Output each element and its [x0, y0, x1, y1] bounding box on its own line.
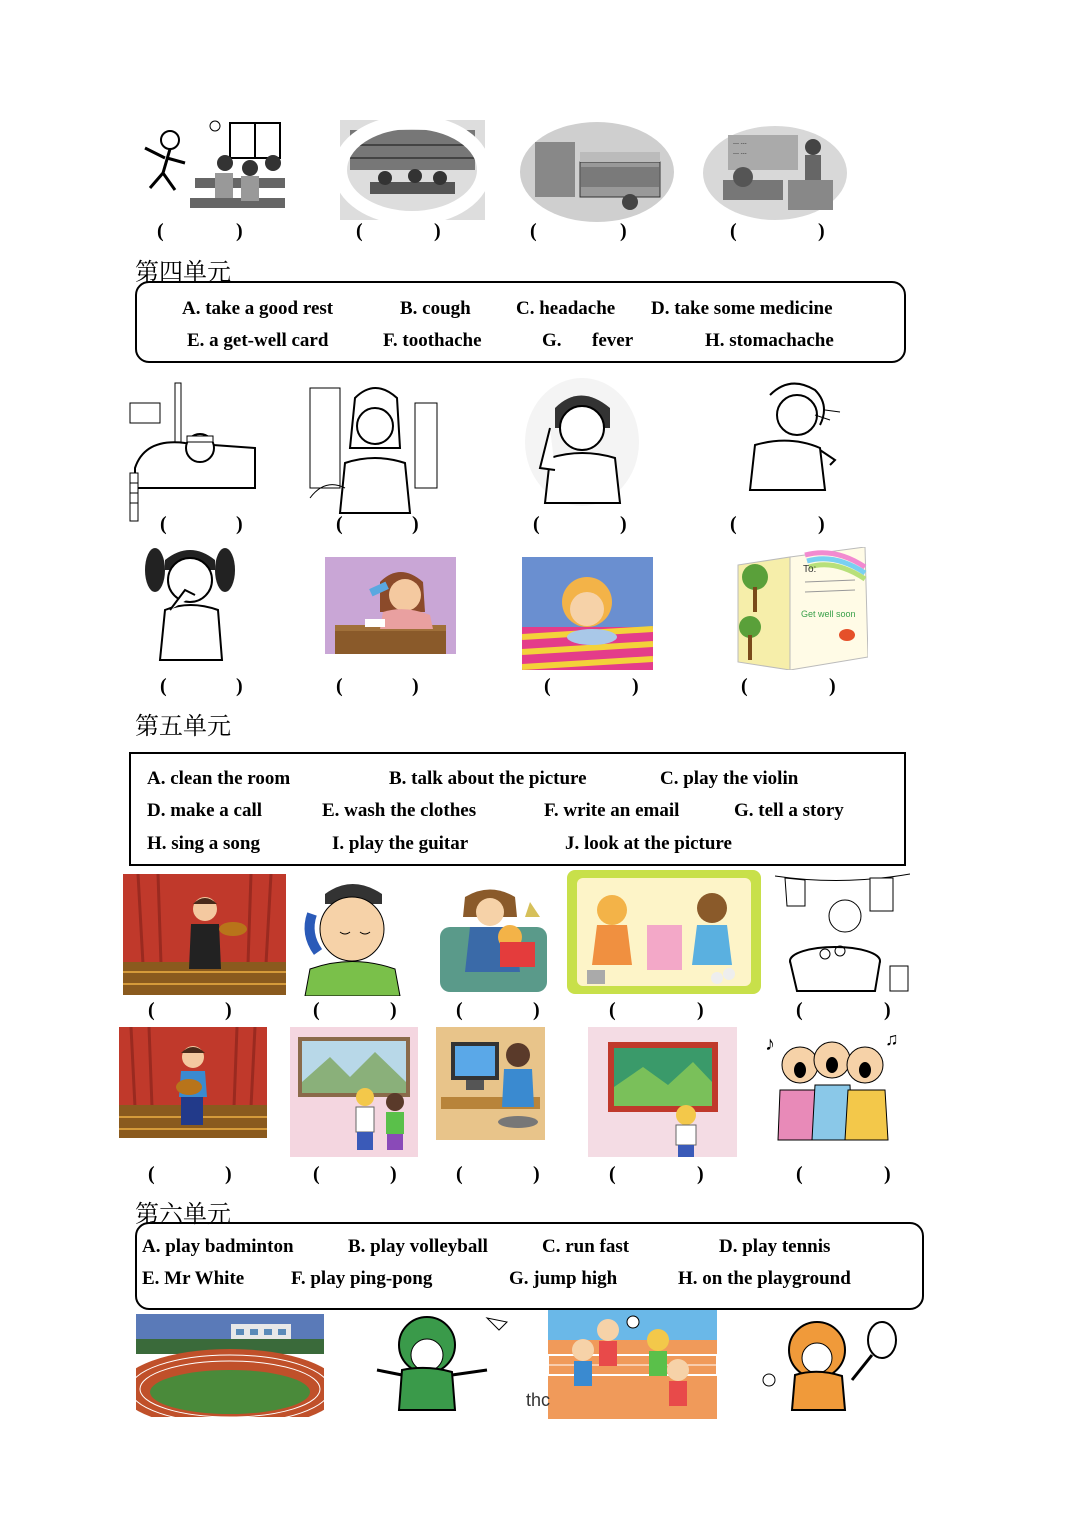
card-to-label: To: [803, 564, 817, 575]
answer-paren-close: ) [620, 513, 627, 535]
option-c: C. headache [516, 298, 616, 319]
picture-toothache-girl-pigtails [140, 540, 240, 665]
option-g: G. tell a story [734, 800, 844, 821]
answer-paren-close: ) [412, 675, 419, 697]
picture-play-guitar [119, 1027, 267, 1138]
picture-toothache-girl [305, 378, 440, 518]
picture-stomachache-child [522, 557, 653, 670]
option-d: D. play tennis [719, 1236, 831, 1257]
answer-paren-open: ( [796, 999, 803, 1021]
picture-headache-boy [525, 378, 640, 506]
stray-text: thc [526, 1390, 551, 1410]
svg-text:♪: ♪ [765, 1033, 775, 1055]
option-i: I. play the guitar [332, 833, 469, 854]
picture-volleyball [548, 1310, 717, 1419]
picture-make-call [290, 874, 414, 996]
answer-paren-close: ) [818, 513, 825, 535]
picture-clean-room [567, 870, 761, 994]
answer-paren-close: ) [236, 220, 243, 242]
picture-wash-clothes [775, 866, 910, 996]
answer-paren-close: ) [697, 1163, 704, 1185]
option-d: D. take some medicine [651, 298, 833, 319]
answer-paren-open: ( [456, 999, 463, 1021]
option-e: E. a get-well card [187, 330, 329, 351]
picture-tell-story [435, 882, 552, 994]
option-f: F. write an email [544, 800, 680, 821]
answer-paren-close: ) [884, 999, 891, 1021]
picture-get-well-card [735, 547, 868, 670]
svg-text:--- ---: --- --- [733, 151, 747, 157]
option-g: G. jump high [509, 1268, 618, 1289]
answer-paren-open: ( [609, 1163, 616, 1185]
answer-paren-close: ) [697, 999, 704, 1021]
answer-paren-close: ) [390, 999, 397, 1021]
answer-paren-close: ) [390, 1163, 397, 1185]
unit6-options-box [135, 1222, 924, 1310]
unit5-heading: 第五单元 [135, 712, 231, 740]
option-e: E. Mr White [142, 1268, 245, 1289]
picture-classroom-sick-student [703, 125, 848, 220]
answer-paren-open: ( [356, 220, 363, 242]
answer-paren-open: ( [313, 999, 320, 1021]
picture-tennis-mascot [757, 1310, 907, 1413]
answer-paren-close: ) [533, 999, 540, 1021]
option-j: J. look at the picture [565, 833, 732, 854]
option-h: H. on the playground [678, 1268, 851, 1289]
option-h: H. sing a song [147, 833, 260, 854]
answer-paren-close: ) [236, 513, 243, 535]
answer-paren-close: ) [225, 999, 232, 1021]
answer-paren-open: ( [456, 1163, 463, 1185]
answer-paren-open: ( [741, 675, 748, 697]
picture-sing-song [760, 1020, 905, 1145]
option-c: C. play the violin [660, 768, 799, 789]
option-h: H. stomachache [705, 330, 834, 351]
answer-paren-open: ( [336, 675, 343, 697]
picture-late-for-class [135, 118, 295, 226]
answer-paren-open: ( [544, 675, 551, 697]
answer-paren-close: ) [632, 675, 639, 697]
answer-paren-open: ( [160, 675, 167, 697]
answer-paren-close: ) [225, 1163, 232, 1185]
svg-text:♫: ♫ [885, 1029, 899, 1049]
card-get-well-text: Get well soon [801, 609, 856, 619]
picture-play-violin [123, 874, 286, 995]
option-b: B. cough [400, 298, 471, 319]
option-g-text: fever [592, 330, 634, 351]
picture-library-reading [340, 120, 485, 220]
option-a: A. play badminton [142, 1236, 294, 1257]
option-b: B. play volleyball [348, 1236, 488, 1257]
answer-paren-open: ( [313, 1163, 320, 1185]
answer-paren-close: ) [884, 1163, 891, 1185]
option-e: E. wash the clothes [322, 800, 477, 821]
answer-paren-open: ( [609, 999, 616, 1021]
picture-look-at-picture [588, 1027, 737, 1157]
unit4-options-box [135, 281, 906, 363]
answer-paren-open: ( [160, 513, 167, 535]
answer-paren-close: ) [412, 513, 419, 535]
answer-paren-close: ) [236, 675, 243, 697]
option-a: A. clean the room [147, 768, 291, 789]
answer-paren-open: ( [530, 220, 537, 242]
option-f: F. toothache [383, 330, 482, 351]
picture-write-email [436, 1027, 545, 1140]
answer-paren-open: ( [730, 220, 737, 242]
picture-fever-in-bed [125, 378, 265, 526]
answer-paren-close: ) [533, 1163, 540, 1185]
picture-badminton-mascot [357, 1310, 517, 1413]
answer-paren-open: ( [730, 513, 737, 535]
option-c: C. run fast [542, 1236, 630, 1257]
unit5-options-box [129, 752, 906, 866]
answer-paren-close: ) [434, 220, 441, 242]
option-f: F. play ping-pong [291, 1268, 433, 1289]
answer-paren-open: ( [533, 513, 540, 535]
svg-text:--- ---: --- --- [733, 141, 747, 147]
answer-paren-close: ) [829, 675, 836, 697]
picture-cough-boy [735, 370, 850, 495]
answer-paren-close: ) [620, 220, 627, 242]
answer-paren-open: ( [796, 1163, 803, 1185]
option-a: A. take a good rest [182, 298, 334, 319]
answer-paren-open: ( [157, 220, 164, 242]
answer-paren-open: ( [148, 1163, 155, 1185]
picture-talk-about-picture [290, 1027, 418, 1157]
unit4-heading: 第四单元 [135, 258, 231, 286]
answer-paren-open: ( [148, 999, 155, 1021]
picture-messy-bedroom [520, 122, 675, 222]
picture-take-medicine [325, 557, 456, 654]
option-g-letter: G. [542, 330, 562, 351]
option-b: B. talk about the picture [389, 768, 587, 789]
answer-paren-open: ( [336, 513, 343, 535]
option-d: D. make a call [147, 800, 263, 821]
picture-playground [136, 1314, 324, 1417]
answer-paren-close: ) [818, 220, 825, 242]
unit6-heading: 第六单元 [135, 1200, 231, 1228]
